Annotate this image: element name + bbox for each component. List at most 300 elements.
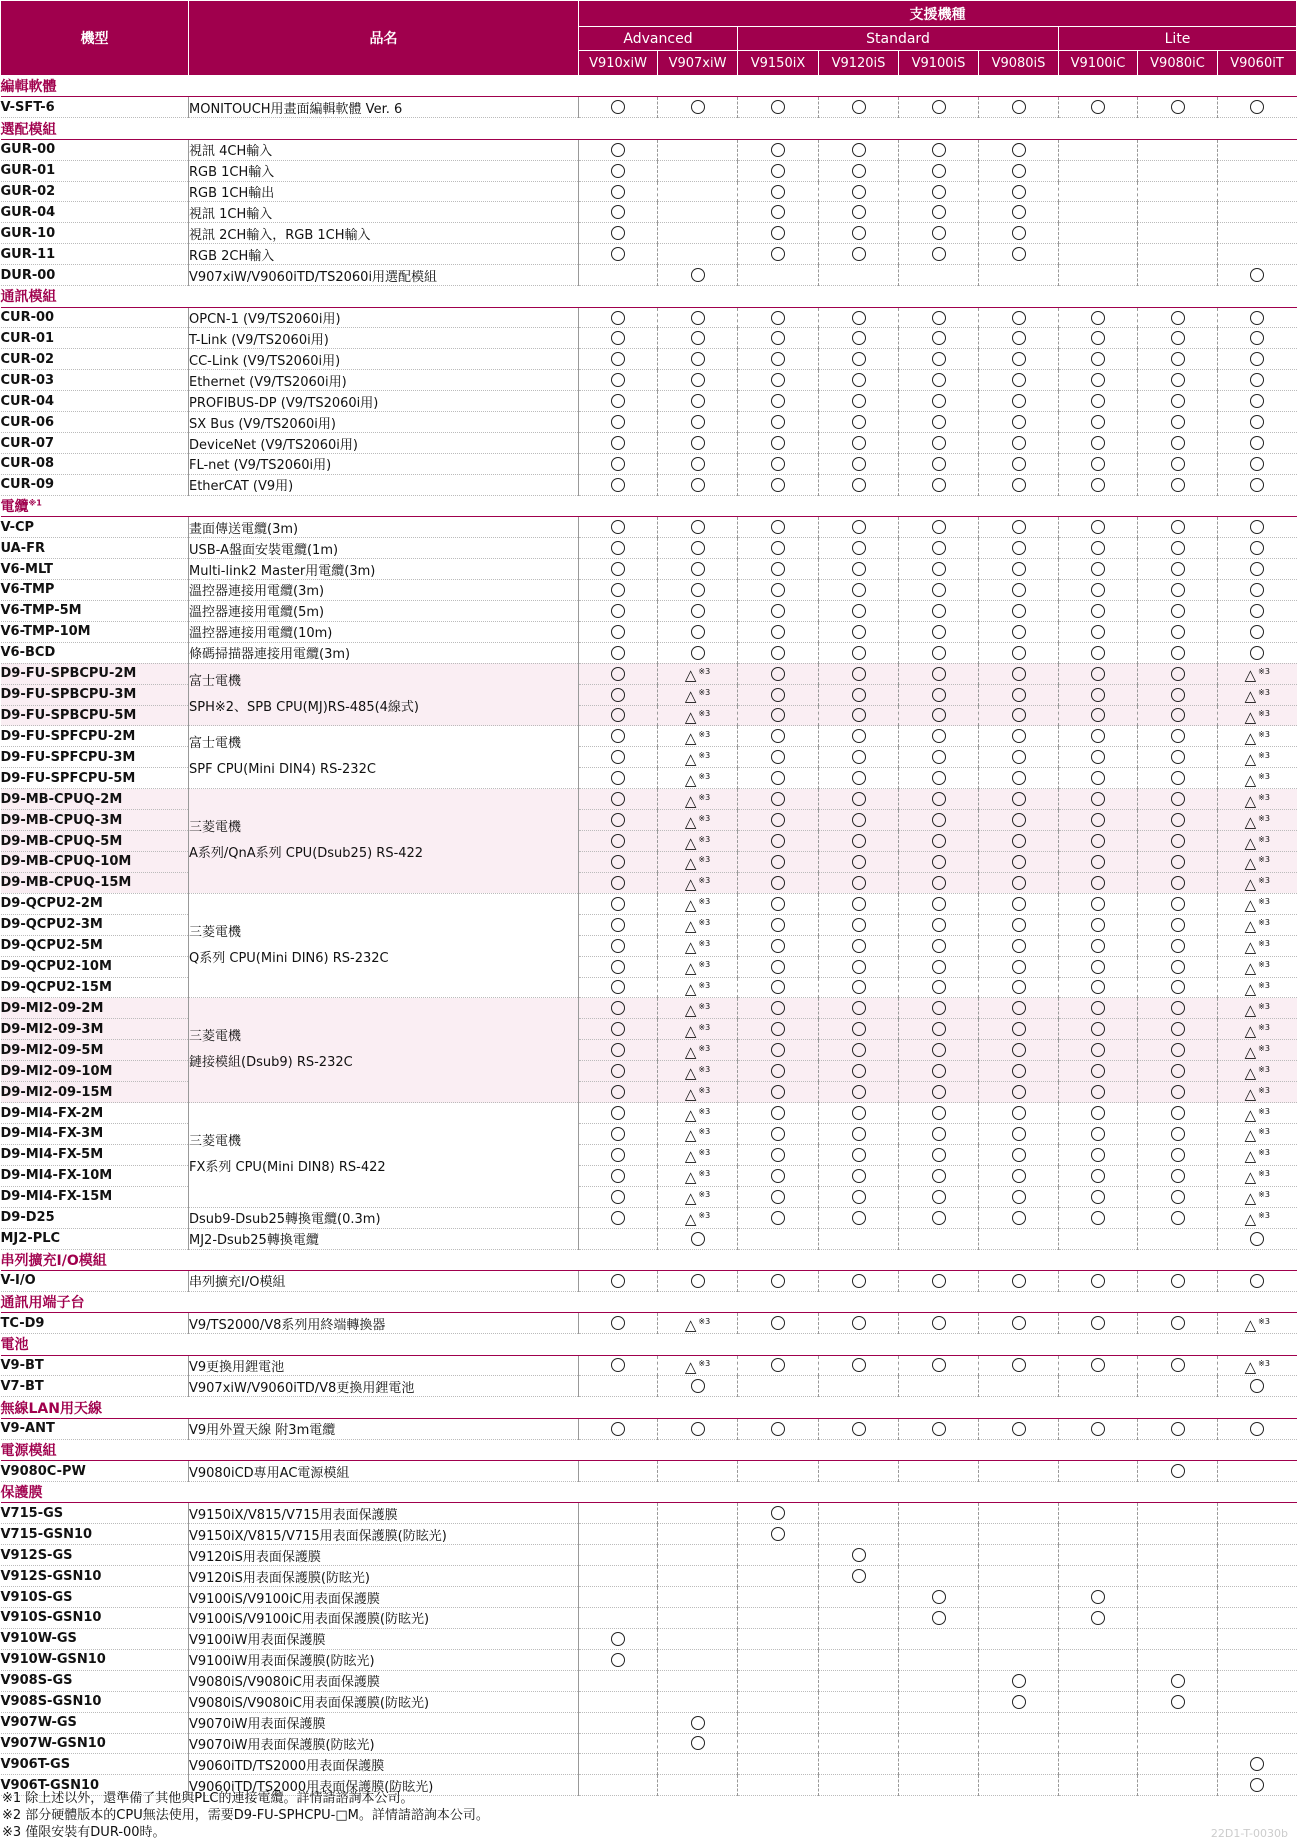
- circle-icon: [852, 750, 866, 764]
- circle-icon: [1012, 604, 1026, 618]
- support-cell: [658, 160, 738, 181]
- support-cell: [1138, 1228, 1218, 1249]
- section-title: [1, 118, 1297, 139]
- circle-icon: [611, 1106, 625, 1120]
- support-cell: [899, 1040, 979, 1061]
- support-cell: [899, 1144, 979, 1165]
- support-cell: [819, 1503, 899, 1524]
- support-cell: [1218, 1733, 1297, 1754]
- support-cell: [979, 1461, 1059, 1482]
- support-cell: [819, 642, 899, 663]
- table-row: [1, 474, 1297, 495]
- support-cell: [1138, 1313, 1218, 1334]
- support-cell: [1059, 202, 1138, 223]
- circle-icon: [611, 729, 625, 743]
- model-code: V907W-GS: [1, 1712, 189, 1733]
- support-cell: [1218, 747, 1297, 768]
- support-cell: [658, 893, 738, 914]
- support-cell: [579, 1270, 658, 1291]
- circle-icon: [1091, 436, 1105, 450]
- circle-icon: [852, 1211, 866, 1225]
- circle-icon: [932, 1190, 946, 1204]
- support-cell: [1138, 433, 1218, 454]
- circle-icon: [1012, 1422, 1026, 1436]
- triangle-icon: △ $^{※3}$: [684, 1084, 711, 1103]
- circle-icon: [1171, 604, 1185, 618]
- circle-icon: [611, 939, 625, 953]
- support-cell: [1138, 580, 1218, 601]
- support-cell: [1218, 265, 1297, 286]
- support-cell: [979, 663, 1059, 684]
- triangle-note: ※3: [1258, 708, 1270, 718]
- circle-icon: [1012, 520, 1026, 534]
- support-cell: [899, 810, 979, 831]
- support-cell: [979, 244, 1059, 265]
- circle-icon: [1250, 583, 1264, 597]
- circle-icon: [771, 876, 785, 890]
- support-cell: [899, 1754, 979, 1775]
- support-cell: [979, 328, 1059, 349]
- circle-icon: [1012, 100, 1026, 114]
- support-cell: [1138, 265, 1218, 286]
- circle-icon: [611, 897, 625, 911]
- circle-icon: [691, 373, 705, 387]
- model-code: V910S-GSN10: [1, 1607, 189, 1628]
- support-cell: [819, 1144, 899, 1165]
- support-cell: [579, 1607, 658, 1628]
- support-cell: [579, 789, 658, 810]
- support-cell: [1218, 1587, 1297, 1608]
- footnotes: [2, 1790, 489, 1841]
- support-cell: [1138, 1186, 1218, 1207]
- support-cell: [579, 1587, 658, 1608]
- circle-icon: [932, 625, 946, 639]
- circle-icon: [1171, 729, 1185, 743]
- support-cell: [979, 893, 1059, 914]
- support-cell: [899, 831, 979, 852]
- support-cell: [1138, 789, 1218, 810]
- circle-icon: [611, 436, 625, 450]
- triangle-icon: △ $^{※3}$: [1244, 1063, 1270, 1082]
- support-cell: [579, 726, 658, 747]
- triangle-note: ※3: [1258, 1127, 1270, 1137]
- circle-icon: [852, 100, 866, 114]
- support-cell: [1218, 1607, 1297, 1628]
- table-row: [1, 1691, 1297, 1712]
- circle-icon: [611, 646, 625, 660]
- circle-icon: [1171, 1190, 1185, 1204]
- table-row: [1, 1270, 1297, 1291]
- support-cell: [738, 831, 819, 852]
- support-cell: [1218, 1775, 1297, 1796]
- circle-icon: [852, 457, 866, 471]
- circle-icon: [771, 646, 785, 660]
- circle-icon: [1091, 1001, 1105, 1015]
- support-cell: [1059, 97, 1138, 118]
- support-cell: [819, 1186, 899, 1207]
- support-cell: [1138, 1587, 1218, 1608]
- circle-icon: [771, 311, 785, 325]
- table-row: [1, 370, 1297, 391]
- support-cell: [658, 1691, 738, 1712]
- table-row: [1, 1228, 1297, 1249]
- support-cell: [1138, 1607, 1218, 1628]
- support-cell: [658, 580, 738, 601]
- support-cell: [979, 1418, 1059, 1439]
- support-cell: [1059, 1587, 1138, 1608]
- support-cell: [899, 705, 979, 726]
- triangle-note: ※3: [1258, 960, 1270, 970]
- circle-icon: [852, 415, 866, 429]
- support-cell: [738, 1270, 819, 1291]
- circle-icon: [852, 436, 866, 450]
- support-cell: [658, 433, 738, 454]
- support-cell: [579, 768, 658, 789]
- support-cell: [1059, 1355, 1138, 1376]
- support-cell: [658, 1754, 738, 1775]
- support-cell: [899, 977, 979, 998]
- support-cell: [819, 1123, 899, 1144]
- triangle-note: ※3: [698, 834, 711, 844]
- circle-icon: [691, 541, 705, 555]
- support-cell: [979, 265, 1059, 286]
- circle-icon: [1091, 331, 1105, 345]
- section-title: [1, 1334, 1297, 1355]
- circle-icon: [1171, 855, 1185, 869]
- circle-icon: [771, 541, 785, 555]
- model-code: D9-MI4-FX-15M: [1, 1186, 189, 1207]
- support-cell: [1059, 872, 1138, 893]
- circle-icon: [1171, 520, 1185, 534]
- circle-icon: [932, 876, 946, 890]
- triangle-icon: △ $^{※3}$: [1244, 875, 1270, 894]
- product-name: V9070iW用表面保護膜(防眩光): [189, 1733, 579, 1754]
- circle-icon: [771, 625, 785, 639]
- support-cell: [579, 538, 658, 559]
- support-cell: [579, 1691, 658, 1712]
- support-cell: [819, 956, 899, 977]
- header-column: V9120iS: [819, 51, 899, 76]
- support-cell: [899, 768, 979, 789]
- circle-icon: [1171, 415, 1185, 429]
- support-cell: [738, 139, 819, 160]
- support-cell: [658, 1270, 738, 1291]
- support-cell: [1218, 810, 1297, 831]
- support-cell: [979, 1061, 1059, 1082]
- product-name: FL-net (V9/TS2060i用): [189, 454, 579, 475]
- circle-icon: [852, 771, 866, 785]
- support-cell: [738, 1733, 819, 1754]
- support-cell: [979, 1123, 1059, 1144]
- model-code: D9-FU-SPFCPU-2M: [1, 726, 189, 747]
- support-cell: [819, 684, 899, 705]
- model-code: V912S-GS: [1, 1545, 189, 1566]
- support-cell: [1138, 97, 1218, 118]
- product-name: 溫控器連接用電纜(10m): [189, 621, 579, 642]
- triangle-icon: △ $^{※3}$: [684, 1063, 711, 1082]
- support-cell: [1218, 1144, 1297, 1165]
- support-cell: [579, 433, 658, 454]
- support-cell: [1218, 181, 1297, 202]
- model-code: D9-FU-SPBCPU-3M: [1, 684, 189, 705]
- circle-icon: [691, 352, 705, 366]
- support-cell: [1218, 349, 1297, 370]
- support-cell: [979, 1628, 1059, 1649]
- circle-icon: [852, 331, 866, 345]
- support-cell: [819, 349, 899, 370]
- model-code: V912S-GSN10: [1, 1566, 189, 1587]
- circle-icon: [1250, 311, 1264, 325]
- table-row: [1, 1628, 1297, 1649]
- support-cell: [738, 705, 819, 726]
- support-cell: [738, 181, 819, 202]
- support-cell: [979, 370, 1059, 391]
- support-cell: [1218, 1566, 1297, 1587]
- circle-icon: [611, 143, 625, 157]
- circle-icon: [1091, 688, 1105, 702]
- circle-icon: [611, 352, 625, 366]
- support-cell: [1138, 935, 1218, 956]
- support-cell: [979, 580, 1059, 601]
- support-cell: [1218, 872, 1297, 893]
- model-code: V-SFT-6: [1, 97, 189, 118]
- support-cell: [658, 1123, 738, 1144]
- support-cell: [819, 307, 899, 328]
- circle-icon: [771, 1001, 785, 1015]
- table-row: [1, 97, 1297, 118]
- support-cell: [819, 202, 899, 223]
- triangle-icon: △ $^{※3}$: [1244, 1042, 1270, 1061]
- support-cell: [579, 1649, 658, 1670]
- circle-icon: [1012, 1358, 1026, 1372]
- support-cell: [899, 1566, 979, 1587]
- section-title-text: 無線LAN用天線: [0, 1400, 102, 1417]
- support-cell: [658, 1628, 738, 1649]
- circle-icon: [852, 980, 866, 994]
- support-cell: [1218, 726, 1297, 747]
- circle-icon: [932, 1169, 946, 1183]
- support-cell: [579, 1103, 658, 1124]
- section-title: [1, 495, 1297, 516]
- circle-icon: [852, 205, 866, 219]
- support-cell: [899, 1587, 979, 1608]
- circle-icon: [1091, 1211, 1105, 1225]
- support-cell: [1059, 621, 1138, 642]
- product-description: 鏈接模組(Dsub9) RS-232C: [189, 1055, 353, 1071]
- circle-icon: [691, 457, 705, 471]
- circle-icon: [1091, 541, 1105, 555]
- circle-icon: [852, 1064, 866, 1078]
- header-column: V907xiW: [658, 51, 738, 76]
- support-cell: [1059, 768, 1138, 789]
- model-code: D9-QCPU2-5M: [1, 935, 189, 956]
- support-cell: [979, 935, 1059, 956]
- table-row: [1, 1461, 1297, 1482]
- triangle-note: ※3: [698, 667, 711, 677]
- support-cell: [1059, 663, 1138, 684]
- circle-icon: [771, 1106, 785, 1120]
- support-cell: [579, 1040, 658, 1061]
- support-cell: [819, 1040, 899, 1061]
- table-row: [1, 223, 1297, 244]
- table-row: [1, 1545, 1297, 1566]
- triangle-note: ※3: [1258, 918, 1270, 928]
- circle-icon: [1012, 1211, 1026, 1225]
- model-code: V7-BT: [1, 1376, 189, 1397]
- support-cell: [1059, 580, 1138, 601]
- support-cell: [579, 663, 658, 684]
- table-row: [1, 1587, 1297, 1608]
- circle-icon: [852, 1190, 866, 1204]
- support-cell: [899, 1503, 979, 1524]
- support-cell: [658, 328, 738, 349]
- circle-icon: [852, 667, 866, 681]
- support-cell: [1059, 412, 1138, 433]
- support-cell: [1218, 977, 1297, 998]
- support-cell: [579, 370, 658, 391]
- support-cell: [1218, 474, 1297, 495]
- circle-icon: [771, 918, 785, 932]
- support-cell: [579, 977, 658, 998]
- product-name: Ethernet (V9/TS2060i用): [189, 370, 579, 391]
- support-cell: [979, 349, 1059, 370]
- support-cell: [1138, 726, 1218, 747]
- support-cell: [979, 998, 1059, 1019]
- circle-icon: [611, 562, 625, 576]
- section-title-note: ※1: [28, 498, 42, 508]
- support-cell: [899, 1186, 979, 1207]
- support-cell: [658, 1712, 738, 1733]
- support-cell: [1059, 433, 1138, 454]
- support-cell: [819, 474, 899, 495]
- circle-icon: [1012, 771, 1026, 785]
- support-cell: [658, 307, 738, 328]
- product-name: 視訊 2CH輸入，RGB 1CH輸入: [189, 223, 579, 244]
- table-row: [1, 265, 1297, 286]
- support-cell: [579, 1313, 658, 1334]
- support-cell: [1059, 454, 1138, 475]
- support-cell: [738, 872, 819, 893]
- circle-icon: [852, 646, 866, 660]
- support-cell: [1138, 307, 1218, 328]
- support-cell: [979, 454, 1059, 475]
- model-code: V-I/O: [1, 1270, 189, 1291]
- support-cell: [1138, 328, 1218, 349]
- support-cell: [1218, 307, 1297, 328]
- support-cell: [899, 433, 979, 454]
- circle-icon: [1012, 750, 1026, 764]
- product-name: V9更換用鋰電池: [189, 1355, 579, 1376]
- support-cell: [1138, 914, 1218, 935]
- support-cell: [1218, 412, 1297, 433]
- support-cell: [579, 1712, 658, 1733]
- support-cell: [1059, 328, 1138, 349]
- circle-icon: [1091, 646, 1105, 660]
- support-cell: [1218, 580, 1297, 601]
- support-cell: [819, 181, 899, 202]
- circle-icon: [691, 646, 705, 660]
- circle-icon: [932, 918, 946, 932]
- support-cell: [1138, 977, 1218, 998]
- triangle-note: ※3: [698, 1358, 711, 1368]
- support-cell: [899, 642, 979, 663]
- support-cell: [1138, 684, 1218, 705]
- circle-icon: [1091, 100, 1105, 114]
- support-cell: [979, 1524, 1059, 1545]
- circle-icon: [771, 604, 785, 618]
- support-cell: [658, 1775, 738, 1796]
- circle-icon: [771, 247, 785, 261]
- triangle-icon: △ $^{※3}$: [684, 959, 711, 978]
- model-code: UA-FR: [1, 538, 189, 559]
- support-cell: [819, 1019, 899, 1040]
- circle-icon: [771, 813, 785, 827]
- circle-icon: [1012, 792, 1026, 806]
- support-cell: [1059, 1775, 1138, 1796]
- support-cell: [579, 1165, 658, 1186]
- triangle-note: ※3: [698, 918, 711, 928]
- support-cell: [1218, 1061, 1297, 1082]
- triangle-icon: △ $^{※3}$: [684, 917, 711, 936]
- support-cell: [1059, 1186, 1138, 1207]
- circle-icon: [852, 1106, 866, 1120]
- circle-icon: [852, 478, 866, 492]
- support-cell: [899, 789, 979, 810]
- support-cell: [579, 705, 658, 726]
- support-cell: [1059, 726, 1138, 747]
- support-cell: [1138, 1628, 1218, 1649]
- circle-icon: [1012, 855, 1026, 869]
- support-cell: [1218, 97, 1297, 118]
- circle-icon: [1012, 708, 1026, 722]
- model-code: DUR-00: [1, 265, 189, 286]
- circle-icon: [771, 1148, 785, 1162]
- circle-icon: [1091, 939, 1105, 953]
- support-cell: [1218, 370, 1297, 391]
- support-cell: [1059, 265, 1138, 286]
- triangle-icon: △ $^{※3}$: [684, 938, 711, 957]
- triangle-icon: △ $^{※3}$: [1244, 687, 1270, 706]
- support-cell: [1059, 1733, 1138, 1754]
- support-cell: [819, 1418, 899, 1439]
- support-cell: [1059, 956, 1138, 977]
- circle-icon: [852, 813, 866, 827]
- model-code: GUR-00: [1, 139, 189, 160]
- support-cell: [979, 1754, 1059, 1775]
- support-cell: [979, 181, 1059, 202]
- triangle-note: ※3: [698, 750, 711, 760]
- triangle-note: ※3: [1258, 1190, 1270, 1200]
- support-cell: [819, 831, 899, 852]
- support-cell: [899, 223, 979, 244]
- circle-icon: [1091, 373, 1105, 387]
- support-cell: [738, 1649, 819, 1670]
- circle-icon: [1091, 1316, 1105, 1330]
- circle-icon: [1091, 394, 1105, 408]
- support-cell: [579, 1628, 658, 1649]
- support-cell: [658, 1165, 738, 1186]
- support-cell: [579, 580, 658, 601]
- support-cell: [819, 433, 899, 454]
- support-cell: [819, 600, 899, 621]
- circle-icon: [852, 311, 866, 325]
- circle-icon: [771, 100, 785, 114]
- circle-icon: [1012, 352, 1026, 366]
- product-name: V9120iS用表面保護膜(防眩光): [189, 1566, 579, 1587]
- model-code: D9-FU-SPBCPU-5M: [1, 705, 189, 726]
- circle-icon: [932, 1127, 946, 1141]
- circle-icon: [1012, 1022, 1026, 1036]
